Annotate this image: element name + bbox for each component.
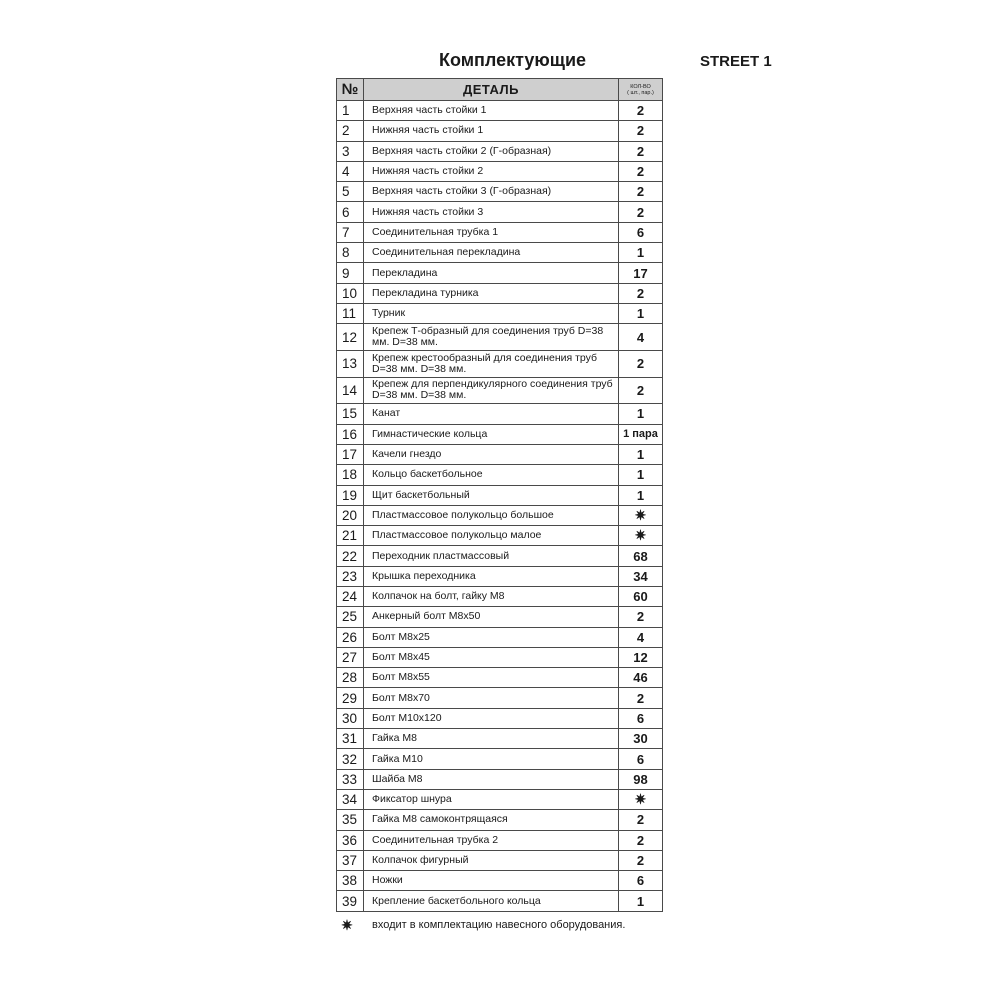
part-quantity: 1 пара	[619, 424, 663, 444]
part-name: Крепеж Т-образный для соединения труб D=38 мм. D=38 мм.	[364, 324, 619, 351]
part-name: Соединительная перекладина	[364, 243, 619, 263]
part-quantity: 4	[619, 324, 663, 351]
part-quantity: 1	[619, 303, 663, 323]
part-name: Перекладина	[364, 263, 619, 283]
row-number: 37	[337, 850, 364, 870]
part-name: Крепеж для перпендикулярного соединения труб D=38 мм. D=38 мм.	[364, 377, 619, 404]
part-name: Верхняя часть стойки 1	[364, 101, 619, 121]
part-name: Болт М8х70	[364, 688, 619, 708]
header-quantity-label: КОЛ-ВО	[630, 83, 651, 90]
part-quantity: 2	[619, 121, 663, 141]
row-number: 28	[337, 668, 364, 688]
part-quantity: 30	[619, 729, 663, 749]
table-row	[337, 810, 663, 830]
part-name: Колпачок на болт, гайку М8	[364, 587, 619, 607]
row-number: 23	[337, 566, 364, 586]
part-quantity: 1	[619, 891, 663, 911]
table-row	[337, 182, 663, 202]
part-quantity: 2	[619, 283, 663, 303]
table-row	[337, 324, 663, 351]
table-row	[337, 161, 663, 181]
row-number: 34	[337, 789, 364, 809]
row-number: 21	[337, 526, 364, 546]
part-quantity: 12	[619, 647, 663, 667]
header-number: №	[337, 79, 364, 101]
star-icon: ✷	[634, 506, 647, 523]
part-quantity: 2	[619, 377, 663, 404]
row-number: 10	[337, 283, 364, 303]
table-row	[337, 424, 663, 444]
part-quantity: 1	[619, 444, 663, 464]
row-number: 9	[337, 263, 364, 283]
table-row	[337, 505, 663, 525]
part-quantity: 1	[619, 465, 663, 485]
part-quantity: 17	[619, 263, 663, 283]
row-number: 22	[337, 546, 364, 566]
row-number: 33	[337, 769, 364, 789]
part-name: Нижняя часть стойки 2	[364, 161, 619, 181]
table-row	[337, 830, 663, 850]
part-quantity: 2	[619, 182, 663, 202]
row-number: 39	[337, 891, 364, 911]
part-name: Гайка М8 самоконтрящаяся	[364, 810, 619, 830]
table-row	[337, 202, 663, 222]
table-row	[337, 350, 663, 377]
table-row	[337, 607, 663, 627]
part-quantity: 2	[619, 101, 663, 121]
model-name: STREET 1	[700, 53, 772, 70]
part-quantity: 2	[619, 688, 663, 708]
part-name: Турник	[364, 303, 619, 323]
part-quantity: 34	[619, 566, 663, 586]
star-icon: ✷	[341, 917, 353, 933]
table-row	[337, 444, 663, 464]
part-name: Щит баскетбольный	[364, 485, 619, 505]
footnote-text: входит в комплектацию навесного оборудования.	[372, 919, 626, 931]
row-number: 6	[337, 202, 364, 222]
part-quantity: 2	[619, 810, 663, 830]
row-number: 4	[337, 161, 364, 181]
table-row	[337, 465, 663, 485]
row-number: 12	[337, 324, 364, 351]
table-row	[337, 222, 663, 242]
row-number: 32	[337, 749, 364, 769]
table-row	[337, 526, 663, 546]
part-quantity	[619, 526, 663, 546]
row-number: 16	[337, 424, 364, 444]
row-number: 5	[337, 182, 364, 202]
row-number: 17	[337, 444, 364, 464]
star-icon: ✷	[634, 791, 647, 808]
row-number: 35	[337, 810, 364, 830]
part-quantity: 98	[619, 769, 663, 789]
part-name: Гайка М10	[364, 749, 619, 769]
table-row	[337, 769, 663, 789]
part-name: Крышка переходника	[364, 566, 619, 586]
part-name: Качели гнездо	[364, 444, 619, 464]
header-quantity	[619, 79, 663, 101]
table-row	[337, 566, 663, 586]
part-name: Колпачок фигурный	[364, 850, 619, 870]
part-quantity: 1	[619, 243, 663, 263]
part-quantity: 6	[619, 708, 663, 728]
table-row	[337, 789, 663, 809]
parts-table	[336, 78, 663, 912]
part-name: Гимнастические кольца	[364, 424, 619, 444]
header-quantity-units: ( шт., пар.)	[627, 89, 654, 96]
row-number: 36	[337, 830, 364, 850]
table-row	[337, 283, 663, 303]
table-row	[337, 243, 663, 263]
part-name: Пластмассовое полукольцо большое	[364, 505, 619, 525]
part-quantity: 60	[619, 587, 663, 607]
table-row	[337, 263, 663, 283]
table-row	[337, 485, 663, 505]
part-quantity: 2	[619, 830, 663, 850]
part-quantity	[619, 505, 663, 525]
part-name: Верхняя часть стойки 2 (Г-образная)	[364, 141, 619, 161]
page-title: Комплектующие	[438, 50, 587, 70]
row-number: 18	[337, 465, 364, 485]
table-row	[337, 749, 663, 769]
row-number: 38	[337, 871, 364, 891]
part-name: Фиксатор шнура	[364, 789, 619, 809]
part-quantity: 2	[619, 850, 663, 870]
row-number: 19	[337, 485, 364, 505]
parts-table-body	[337, 101, 663, 912]
table-row	[337, 891, 663, 911]
part-name: Канат	[364, 404, 619, 424]
table-row	[337, 121, 663, 141]
part-quantity: 6	[619, 749, 663, 769]
row-number: 8	[337, 243, 364, 263]
part-name: Шайба М8	[364, 769, 619, 789]
part-quantity: 2	[619, 202, 663, 222]
part-name: Нижняя часть стойки 3	[364, 202, 619, 222]
table-row	[337, 647, 663, 667]
part-name: Пластмассовое полукольцо малое	[364, 526, 619, 546]
row-number: 30	[337, 708, 364, 728]
part-quantity	[619, 789, 663, 809]
part-quantity: 1	[619, 404, 663, 424]
part-quantity: 46	[619, 668, 663, 688]
part-name: Кольцо баскетбольное	[364, 465, 619, 485]
row-number: 26	[337, 627, 364, 647]
part-quantity: 68	[619, 546, 663, 566]
row-number: 11	[337, 303, 364, 323]
table-row	[337, 404, 663, 424]
part-name: Перекладина турника	[364, 283, 619, 303]
table-row	[337, 871, 663, 891]
row-number: 3	[337, 141, 364, 161]
row-number: 15	[337, 404, 364, 424]
part-name: Болт М8х55	[364, 668, 619, 688]
part-quantity: 6	[619, 871, 663, 891]
table-row	[337, 708, 663, 728]
row-number: 13	[337, 350, 364, 377]
part-name: Крепление баскетбольного кольца	[364, 891, 619, 911]
table-row	[337, 850, 663, 870]
part-name: Соединительная трубка 2	[364, 830, 619, 850]
table-row	[337, 587, 663, 607]
row-number: 31	[337, 729, 364, 749]
part-name: Болт М10х120	[364, 708, 619, 728]
table-row	[337, 377, 663, 404]
header-part: ДЕТАЛЬ	[364, 79, 619, 101]
table-row	[337, 688, 663, 708]
part-quantity: 6	[619, 222, 663, 242]
footnote	[340, 918, 680, 932]
part-name: Верхняя часть стойки 3 (Г-образная)	[364, 182, 619, 202]
part-quantity: 2	[619, 141, 663, 161]
part-name: Соединительная трубка 1	[364, 222, 619, 242]
part-quantity: 2	[619, 607, 663, 627]
star-icon: ✷	[634, 527, 647, 544]
part-quantity: 2	[619, 350, 663, 377]
row-number: 29	[337, 688, 364, 708]
part-name: Болт М8х25	[364, 627, 619, 647]
part-name: Крепеж крестообразный для соединения труб D=38 мм. D=38 мм.	[364, 350, 619, 377]
row-number: 1	[337, 101, 364, 121]
table-row	[337, 303, 663, 323]
row-number: 24	[337, 587, 364, 607]
table-row	[337, 627, 663, 647]
table-header-row	[337, 79, 663, 101]
row-number: 14	[337, 377, 364, 404]
table-row	[337, 141, 663, 161]
part-name: Анкерный болт М8х50	[364, 607, 619, 627]
row-number: 25	[337, 607, 364, 627]
part-name: Переходник пластмассовый	[364, 546, 619, 566]
table-row	[337, 101, 663, 121]
row-number: 2	[337, 121, 364, 141]
part-quantity: 2	[619, 161, 663, 181]
part-name: Болт М8х45	[364, 647, 619, 667]
row-number: 7	[337, 222, 364, 242]
table-row	[337, 729, 663, 749]
row-number: 20	[337, 505, 364, 525]
table-row	[337, 546, 663, 566]
part-quantity: 4	[619, 627, 663, 647]
part-quantity: 1	[619, 485, 663, 505]
part-name: Гайка М8	[364, 729, 619, 749]
row-number: 27	[337, 647, 364, 667]
part-name: Нижняя часть стойки 1	[364, 121, 619, 141]
part-name: Ножки	[364, 871, 619, 891]
table-row	[337, 668, 663, 688]
